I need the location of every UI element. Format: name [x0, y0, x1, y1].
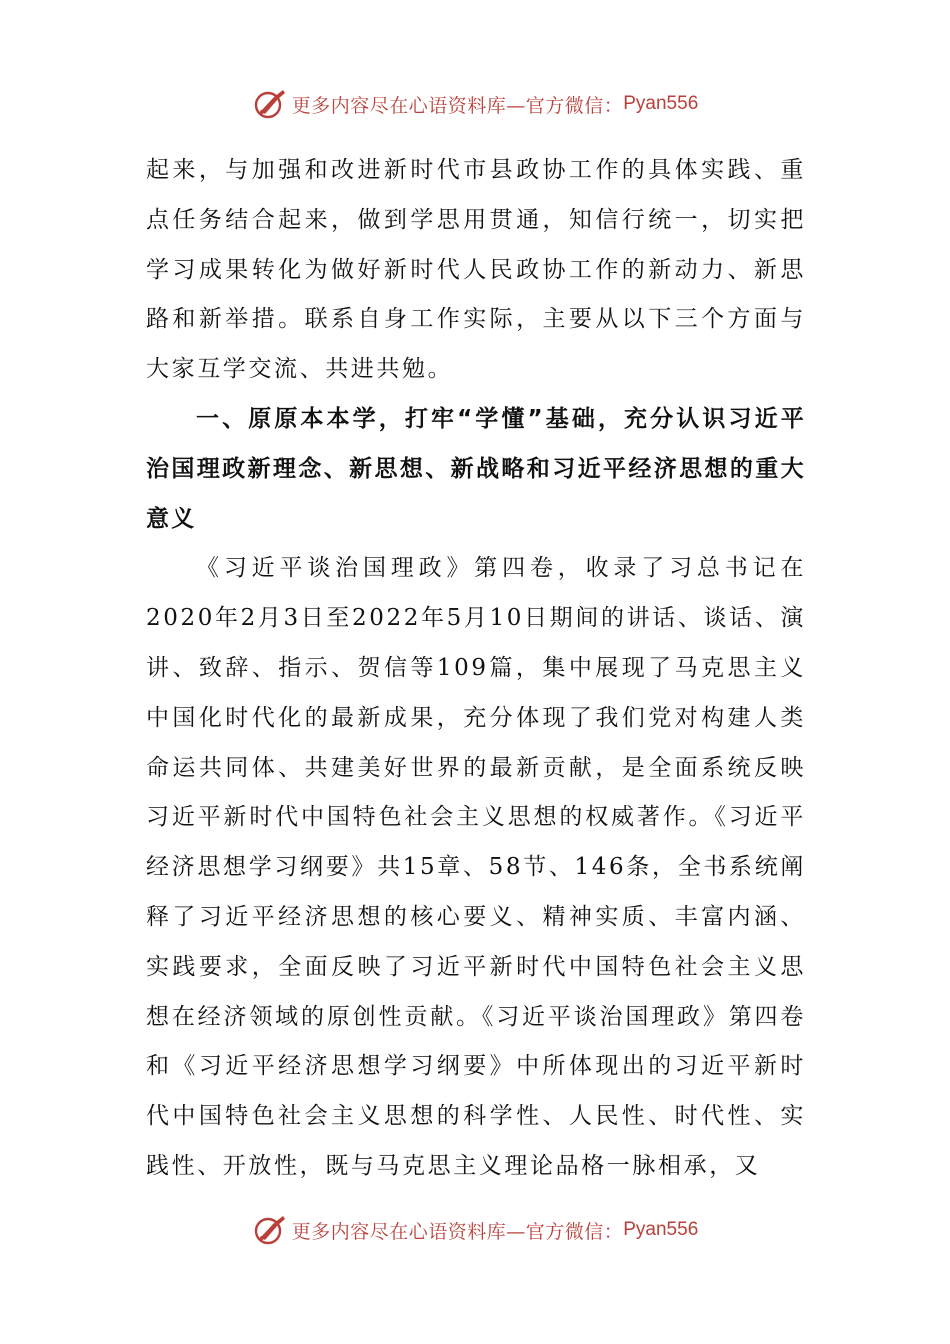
section-heading-1: 一、原原本本学，打牢“学懂”基础，充分认识习近平治国理政新理念、新思想、新战略和习近平经济思想的重大意义: [146, 405, 806, 532]
watermark-text: 更多内容尽在心语资料库—官方微信：: [291, 1220, 624, 1243]
paragraph-section-1: 《习近平谈治国理政》第四卷，收录了习总书记在2020年2月3日至2022年5月10日期间的讲话、谈话、演讲、致辞、指示、贺信等109篇，集中展现了马克思主义中国化时代化的最新成果，充分体现了我们党对构建人类命运共同体、共建美好世界的最新贡献，是全面系统反映习近平新时代中国特色社会主义思想的权威著作。《习近平经济思想学习纲要》共15章、58节、146条，全书系统阐释了习近平经济思想的核心要义、精神实质、丰富内涵、实践要求，全面反映了习近平新时代中国特色社会主义思想在经济领域的原创性贡献。《习近平谈治国理政》第四卷和《习近平经济思想学习纲要》中所体现出的习近平新时代中国特色社会主义思想的科学性、人民性、时代性、实践性、开放性，既与马克思主义理论品格一脉相承，又: [146, 555, 806, 1179]
watermark-text: 更多内容尽在心语资料库—官方微信：: [291, 94, 624, 117]
brush-pen-circle-icon: [252, 1213, 288, 1247]
brush-pen-circle-icon: [252, 87, 288, 121]
watermark-handle: Pyan556: [623, 93, 699, 114]
document-body: [146, 146, 806, 1192]
paragraph-continuation: 起来，与加强和改进新时代市县政协工作的具体实践、重点任务结合起来，做到学思用贯通，知信行统一，切实把学习成果转化为做好新时代人民政协工作的新动力、新思路和新举措。联系自身工作实际，主要从以下三个方面与大家互学交流、共进共勉。: [146, 157, 806, 383]
header-watermark: [0, 84, 950, 124]
watermark-handle: Pyan556: [623, 1219, 699, 1240]
footer-watermark: [0, 1210, 950, 1250]
